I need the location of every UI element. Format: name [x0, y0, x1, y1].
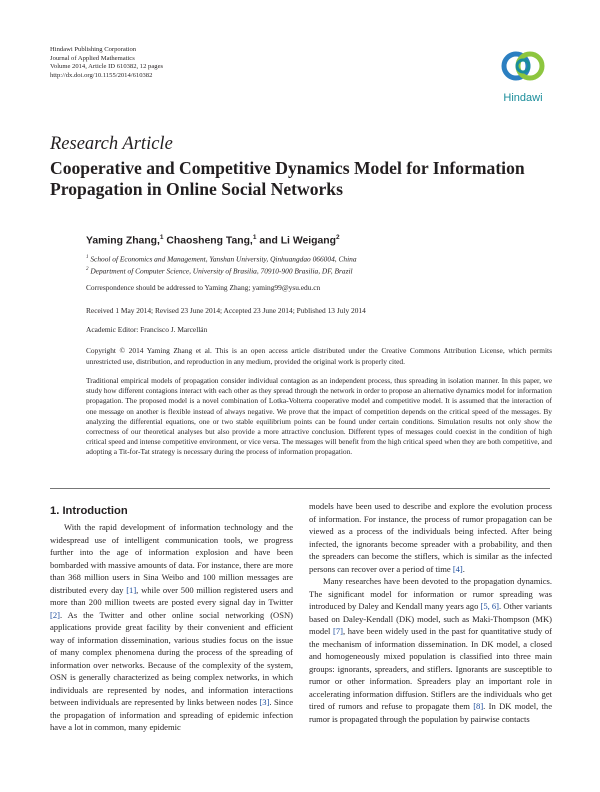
citation-link[interactable]: [8] [473, 701, 484, 711]
author-affil-marker: 2 [335, 234, 340, 241]
author-affil-marker: 1 [252, 234, 257, 241]
academic-editor: Academic Editor: Francisco J. Marcellán [86, 325, 208, 334]
affiliation-2: $^2$ Department of Computer Science, University of Brasilia, 70910-900 Brasilia, DF, Brazil [86, 266, 353, 276]
citation-link[interactable]: [5, 6] [480, 601, 500, 611]
publication-dates: Received 1 May 2014; Revised 23 June 2014; Accepted 23 June 2014; Published 13 July 2014 [86, 306, 366, 315]
author-name: and Li Weigang [256, 235, 336, 247]
correspondence: Correspondence should be addressed to Yaming Zhang; yaming99@ysu.edu.cn [86, 283, 321, 292]
journal-name: Journal of Applied Mathematics [50, 54, 135, 62]
affiliations [86, 252, 552, 277]
paragraph: models have been used to describe and explore the evolution process of information. For instance, the process of rumor propagation can be viewed as a process of the individuals being infected. After being infected, the ignorants become spreader with a probability, and then the spreaders can become the stiflers, which is similar as the infected persons can recover over a period of time [4]. [309, 501, 552, 574]
paragraph: With the rapid development of information technology and the widespread use of intelligent communication tools, we progress further into the age of information explosion and have been bombarded with massive amounts of data. For instance, there are more than 368 million users in Sina Weibo and 100 million messages are distributed every day [1], while over 500 million registered users and more than 200 million tweets are posted every signal day in Twitter [2]. As the Twitter and other online social networking (OSN) applications provide great facility by their convenient and efficient way of information dissemination, various studies focus on the issue of many complex phenomena during the process of the spreading of information over networks. Because of the complexity of the system, OSN is generally characterized as being complex networks, in which individuals are represented by nodes, and information interactions between individuals are represented by links between nodes [3]. Since the propagation of information and spreading of epidemic infection have a lot in common, many epidemic [50, 522, 293, 732]
abstract: Traditional empirical models of propagation consider individual contagion as an independent process, thus spreading in isolation manner. In this paper, we study how different contagions interact with each other as they spread through the network in order to propose an alternative dynamics model for information propagation. The proposed model is a novel combination of Lotka-Volterra cooperative model and competitive model. It is assumed that the interaction of one message on another is flexible instead of always negative. We prove that the impact of competition depends on the critical speed of the messages. By analyzing the differential equations, one or two stable equilibrium points can be found under certain conditions. Simulation results not only show the correctness of our theoretical analyses but also provide a more attractive conclusion. Different types of messages could coexist in the condition of high critical speed and intense competitive environment, or vice versa. The messages will benefit from the high critical speed when they are both competitive, and adopting a Tit-for-Tat strategy is necessary during the process of information propagation. [86, 376, 552, 457]
citation-link[interactable]: [2] [50, 609, 60, 620]
author-name: Yaming Zhang, [86, 235, 160, 247]
paper-title: Cooperative and Competitive Dynamics Model for Information Propagation in Online Social Networks [50, 158, 525, 199]
left-column [50, 521, 293, 734]
section-heading: 1. Introduction [50, 505, 128, 517]
affiliation-1: $^1$ School of Economics and Management, Yanshan University, Qinhuangdao 066004, China [86, 254, 357, 264]
citation-link[interactable]: [4] [452, 563, 463, 574]
citation-link[interactable]: [3] [259, 697, 270, 707]
publisher-name: Hindawi Publishing Corporation [50, 46, 137, 53]
article-type: Research Article [50, 134, 173, 154]
author-list [86, 234, 552, 246]
author-affil-marker: 1 [159, 234, 164, 241]
paragraph: Many researches have been devoted to the propagation dynamics. The significant model for information or rumor spreading was introduced by Daley and Kendall many years ago [5, 6]. Other variants based on Daley-Kendall (DK) model, such as Maki-Thompson (MK) model [7], have been widely used in the past for quantitative study of the mechanism of information dissemination. In DK model, a closed and homogeneously mixed population is classified into three main groups: ignorants, spreaders, and stiflers. Ignorants are susceptible to rumor or other information. Spreaders play an important role in accelerating information diffusion. Stiflers are the individuals who get tired of rumors and refuse to propagate them [8]. In DK model, the rumor is propagated through the population by pairwise contacts [309, 576, 553, 724]
copyright-notice: Copyright © 2014 Yaming Zhang et al. This is an open access article distributed under the Creative Commons Attribution License, which permits unrestricted use, distribution, and reproduction in any medium, provided the original work is properly cited. [86, 346, 552, 367]
logo-text: Hindawi [503, 92, 543, 104]
author-name: Chaosheng Tang, [163, 235, 253, 247]
doi-link[interactable]: http://dx.doi.org/10.1155/2014/610382 [50, 71, 153, 79]
right-column [309, 500, 552, 725]
volume-info: Volume 2014, Article ID 610382, 12 pages [50, 63, 164, 71]
citation-link[interactable]: [7] [333, 626, 343, 636]
citation-link[interactable]: [1] [126, 584, 137, 595]
section-divider [50, 488, 550, 489]
journal-header [50, 46, 310, 80]
